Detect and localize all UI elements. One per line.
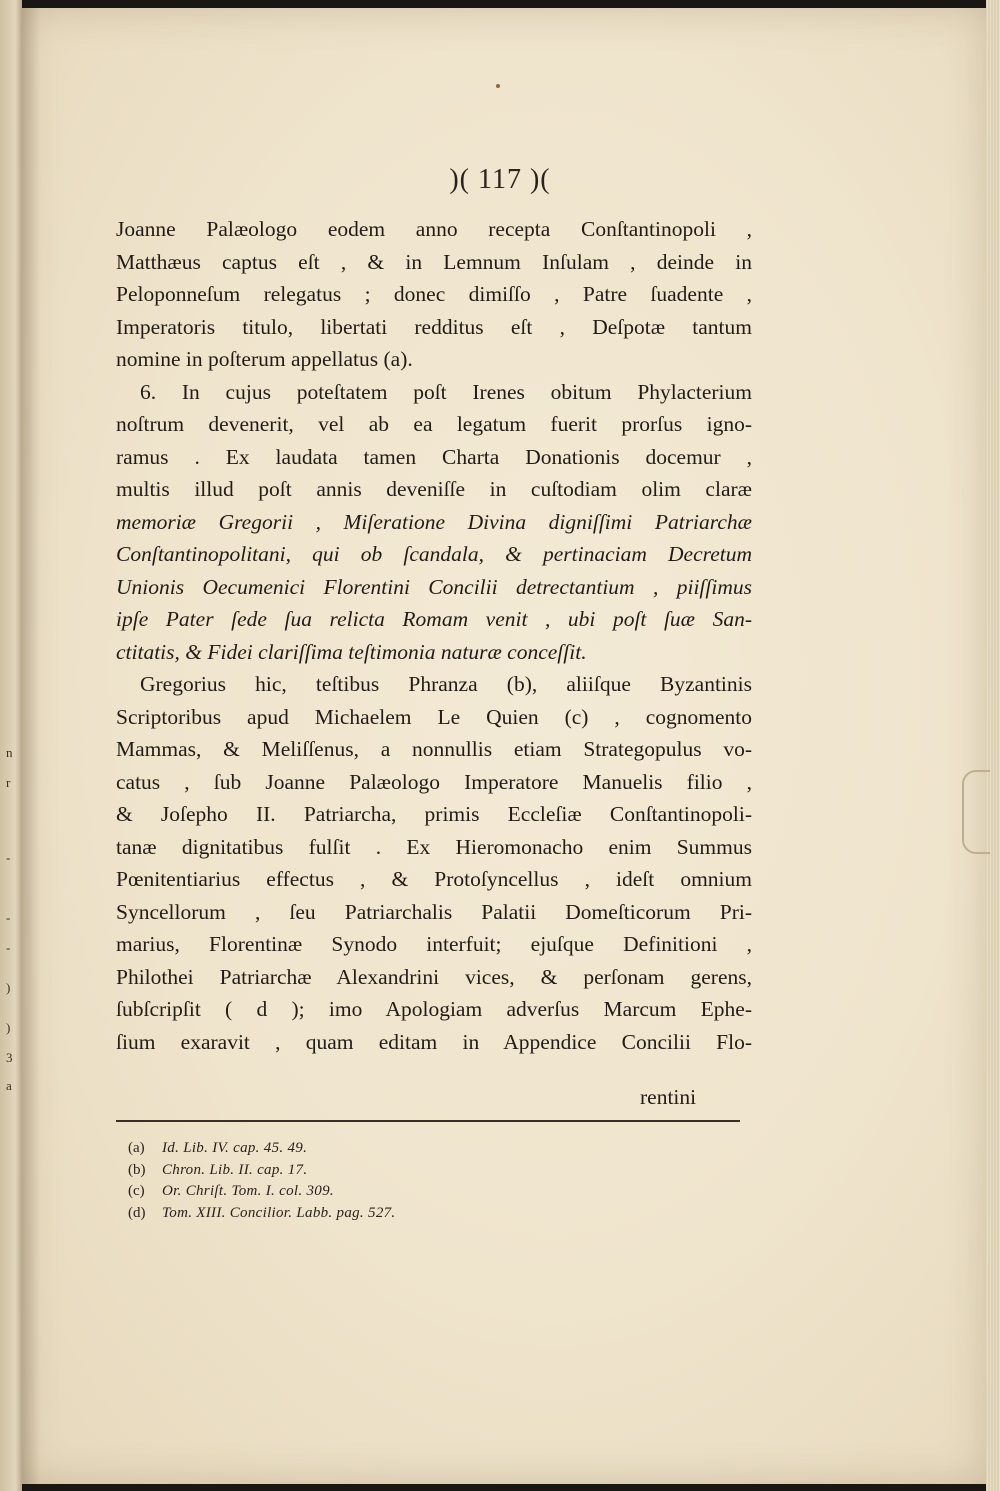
footnote-text: Chron. Lib. II. cap. 17. [162,1161,308,1178]
margin-mark: ) [6,980,11,995]
footnote-key: (a) [128,1140,145,1156]
page-stack-edge [986,0,1000,1491]
margin-mark: ) [6,1020,11,1035]
text-line: Philothei Patriarchæ Alexandrini vices, & perſonam gerens, [116,964,752,989]
text-line: tanæ dignitatibus fulſit . Ex Hieromonacho enim Summus [116,834,752,859]
page-clip [962,770,990,854]
footnote [128,1181,628,1203]
text-line: Scriptoribus apud Michaelem Le Quien (c) , cognomento [116,704,752,729]
footnote [128,1160,628,1182]
footnote-text: Id. Lib. IV. cap. 45. 49. [162,1140,308,1156]
text-line: Joanne Palæologo eodem anno recepta Conſtantinopoli , [116,217,752,241]
footnote-key: (b) [128,1161,146,1178]
margin-mark: 3 [6,1050,13,1065]
page-number-header: )( 117 )( [449,164,551,195]
text-line-italic: ctitatis, & Fidei clariſſima teſtimonia naturæ conceſſit. [116,639,587,664]
text-line: nomine in poſterum appellatus (a). [116,347,413,371]
footnote-key: (d) [128,1204,146,1221]
ink-speck [496,84,500,88]
text-line: ſubſcripſit ( d ); imo Apologiam adverſus Marcum Ephe- [116,997,752,1021]
text-line-italic: Conſtantinopolitani, qui ob ſcandala, & pertinaciam Decretum [116,542,752,566]
footnote [128,1138,628,1160]
footnote-text: Or. Chriſt. Tom. I. col. 309. [162,1183,334,1199]
margin-mark: a [6,1078,12,1093]
facing-page-edge [0,0,22,1491]
text-line: Syncellorum , ſeu Patriarchalis Palatii Domeſticorum Pri- [116,899,752,924]
footnote [128,1203,628,1225]
text-line: Pœnitentiarius effectus , & Protoſyncellus , ideſt omnium [116,867,752,891]
margin-mark: - [6,910,11,925]
text-line-italic: ipſe Pater ſede ſua relicta Romam venit , ubi poſt ſuæ San- [116,607,752,631]
body-text [116,213,752,1058]
text-line: ramus . Ex laudata tamen Charta Donationis docemur , [116,444,752,469]
catchword: rentini [640,1085,697,1109]
text-line: multis illud poſt annis deveniſſe in cuſtodiam olim claræ [116,477,752,501]
footnote-key: (c) [128,1183,145,1199]
text-line: catus , ſub Joanne Palæologo Imperatore Manuelis filio , [116,769,752,794]
text-line: & Joſepho II. Patriarcha, primis Eccleſiæ Conſtantinopoli- [116,802,752,826]
margin-mark: n [6,745,13,760]
text-line: Peloponneſum relegatus ; donec dimiſſo , Patre ſuadente , [116,282,752,306]
text-line-italic: Unionis Oecumenici Florentini Concilii detrectantium , piiſſimus [116,574,752,599]
footnote-text: Tom. XIII. Concilior. Labb. pag. 527. [162,1204,396,1221]
footnotes [128,1138,628,1224]
spine-shadow [22,8,40,1484]
text-line: Mammas, & Meliſſenus, a nonnullis etiam Strategopulus vo- [116,737,752,761]
text-line: ſium exaravit , quam editam in Appendice Concilii Flo- [116,1029,752,1054]
text-line: noſtrum devenerit, vel ab ea legatum fuerit prorſus igno- [116,412,752,436]
footnote-rule [116,1120,740,1122]
text-line: Matthæus captus eſt , & in Lemnum Inſulam , deinde in [116,249,752,274]
text-line: Gregorius hic, teſtibus Phranza (b), aliiſque Byzantinis [140,672,752,696]
text-line-italic: memoriæ Gregorii , Miſeratione Divina digniſſimi Patriarchæ [116,509,752,534]
margin-mark: r [6,775,11,790]
text-line: Imperatoris titulo, libertati redditus eſt , Deſpotæ tantum [116,314,752,339]
margin-mark: - [6,940,11,955]
text-line: marius, Florentinæ Synodo interfuit; ejuſque Definitioni , [116,932,752,956]
margin-mark: - [6,850,11,865]
text-line: 6. In cujus poteſtatem poſt Irenes obitum Phylacterium [140,379,752,404]
